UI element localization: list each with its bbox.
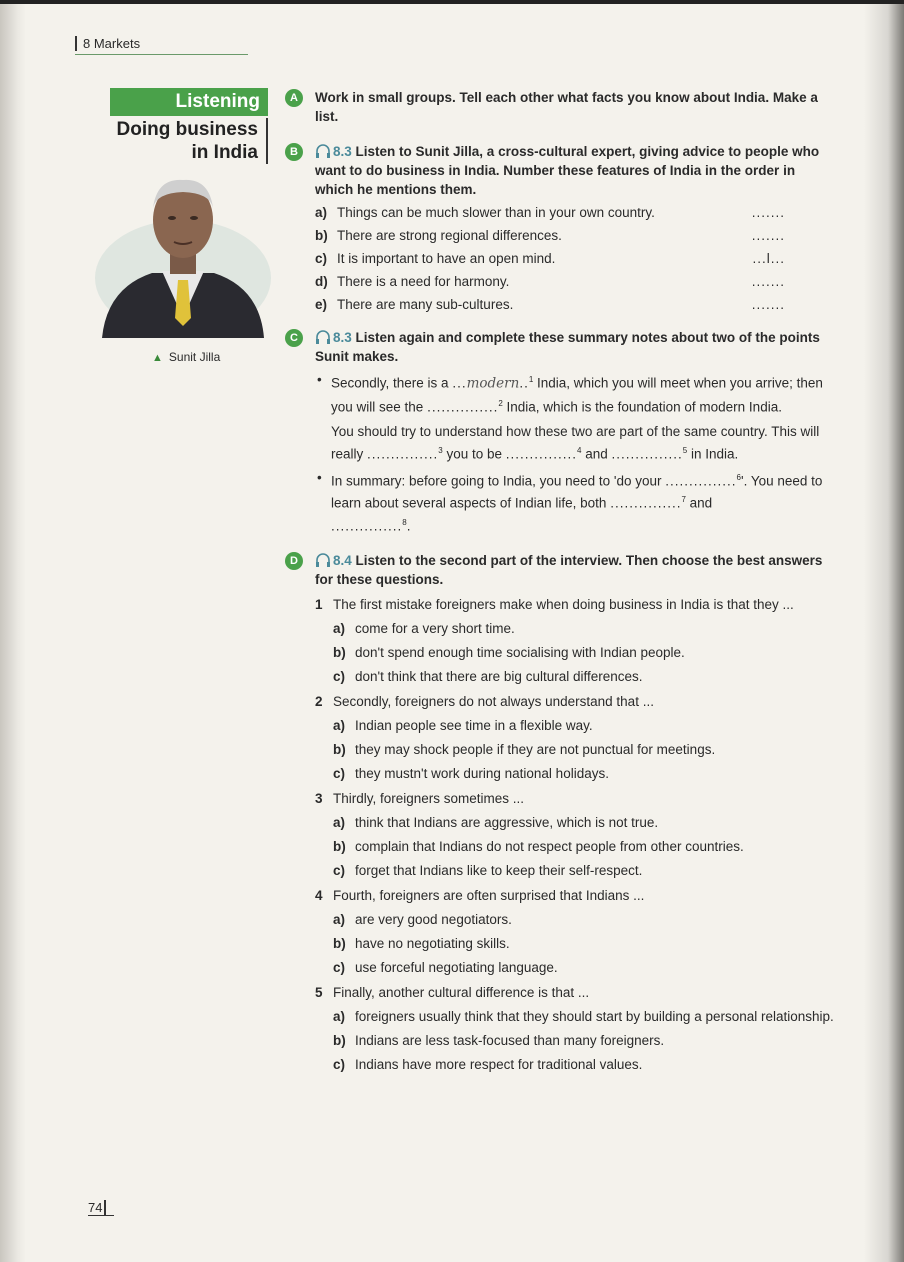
- instruction-text: Listen to the second part of the interview. Then choose the best answers for these questions.: [315, 553, 823, 587]
- exercise-c-instruction: [315, 328, 835, 366]
- item-letter: c): [315, 251, 328, 266]
- exercise-b-badge: B: [285, 143, 303, 161]
- blank-1-dots: ...: [452, 375, 467, 391]
- gap-number: 7: [681, 495, 686, 504]
- portrait-photo: [92, 168, 274, 338]
- answer-blank[interactable]: .......: [751, 228, 785, 243]
- answer-option[interactable]: [315, 716, 835, 735]
- option-letter: a): [333, 718, 346, 733]
- page-number-bar: [104, 1200, 106, 1215]
- option-text: Indian people see time in a flexible way.: [355, 718, 593, 733]
- text: You should try to understand how these two are part of the same country. This will really: [331, 424, 820, 462]
- question-text: Thirdly, foreigners sometimes ...: [333, 791, 525, 806]
- option-letter: a): [333, 815, 346, 830]
- option-letter: b): [333, 742, 346, 757]
- exercise-c: [285, 328, 835, 535]
- caption-text: Sunit Jilla: [168, 350, 221, 364]
- track-number: 8.3: [333, 330, 352, 345]
- top-border: [0, 0, 904, 4]
- text: '. You need to learn about several aspects of Indian life, both: [331, 473, 823, 511]
- gap-number: 3: [438, 446, 443, 455]
- feature-item: [315, 203, 835, 222]
- track-number: 8.3: [333, 144, 352, 159]
- option-letter: b): [333, 1033, 346, 1048]
- question-text: Finally, another cultural difference is that ...: [333, 985, 590, 1000]
- question-number: 5: [315, 985, 323, 1000]
- blank-2: ...............: [427, 399, 499, 414]
- option-text: don't think that there are big cultural differences.: [355, 669, 643, 684]
- answer-option[interactable]: [315, 740, 835, 759]
- triangle-icon: ▲: [152, 352, 163, 364]
- option-letter: c): [333, 863, 346, 878]
- answer-option[interactable]: [315, 619, 835, 638]
- running-header: [75, 36, 248, 55]
- option-letter: c): [333, 960, 346, 975]
- exercise-d: [285, 551, 835, 1074]
- option-text: come for a very short time.: [355, 621, 515, 636]
- item-letter: e): [315, 297, 328, 312]
- item-text: There are strong regional differences.: [337, 228, 562, 243]
- gap-number: 6: [736, 472, 741, 482]
- answer-option[interactable]: [315, 934, 835, 953]
- option-text: complain that Indians do not respect people from other countries.: [355, 839, 744, 854]
- question-number: 4: [315, 888, 323, 903]
- answer-option[interactable]: [315, 910, 835, 929]
- page-edge-right: [864, 0, 904, 1262]
- option-text: have no negotiating skills.: [355, 936, 510, 951]
- option-text: they mustn't work during national holidays.: [355, 766, 609, 781]
- text: India, which is the foundation of modern India.: [502, 399, 782, 414]
- blank-8: ...............: [331, 518, 403, 533]
- question: [315, 692, 835, 711]
- answer-option[interactable]: [315, 764, 835, 783]
- item-text: Things can be much slower than in your own country.: [337, 205, 655, 220]
- gap-number: 2: [498, 398, 503, 408]
- instruction-text: Listen again and complete these summary notes about two of the points Sunit makes.: [315, 330, 820, 364]
- item-text: There is a need for harmony.: [337, 274, 510, 289]
- option-letter: a): [333, 912, 346, 927]
- exercise-c-badge: C: [285, 329, 303, 347]
- text: you to be: [442, 446, 506, 462]
- option-letter: c): [333, 1057, 346, 1072]
- listening-tag: Listening: [110, 88, 268, 116]
- gap-number: 4: [577, 446, 582, 455]
- exercise-b-instruction: [315, 142, 835, 199]
- option-text: they may shock people if they are not punctual for meetings.: [355, 742, 716, 757]
- headphones-icon: [315, 330, 331, 344]
- headphones-icon: [315, 144, 331, 158]
- option-text: forget that Indians like to keep their self-respect.: [355, 863, 643, 878]
- headphones-icon: [315, 553, 331, 567]
- option-text: foreigners usually think that they should start by building a personal relationship.: [355, 1009, 834, 1024]
- header-bar: [75, 36, 77, 51]
- summary-paragraph: [315, 422, 835, 464]
- option-text: are very good negotiators.: [355, 912, 512, 927]
- sidebar-title: [110, 118, 268, 164]
- question-text: Fourth, foreigners are often surprised that Indians ...: [333, 888, 645, 903]
- blank-5: ...............: [611, 446, 683, 462]
- exercise-a: [285, 88, 835, 126]
- question-text: Secondly, foreigners do not always understand that ...: [333, 694, 654, 709]
- option-text: Indians are less task-focused than many foreigners.: [355, 1033, 665, 1048]
- track-number: 8.4: [333, 553, 352, 568]
- answer-option[interactable]: [315, 1031, 835, 1050]
- question: [315, 789, 835, 808]
- exercise-d-questions: [315, 595, 835, 1074]
- blank-7: ...............: [610, 495, 682, 511]
- text: Secondly, there is a: [331, 375, 453, 391]
- text: In summary: before going to India, you need to 'do your: [331, 473, 666, 488]
- item-letter: b): [315, 228, 328, 243]
- answer-option[interactable]: [315, 1055, 835, 1074]
- question: [315, 595, 835, 614]
- exercise-b-items: [315, 203, 835, 314]
- text: and: [581, 446, 612, 462]
- blank-6: ...............: [665, 473, 737, 488]
- feature-item: [315, 249, 835, 268]
- answer-blank[interactable]: ...l...: [752, 251, 785, 266]
- exercise-content: [285, 88, 835, 1074]
- summary-bullet-1: [315, 370, 835, 416]
- option-text: use forceful negotiating language.: [355, 960, 558, 975]
- answer-option[interactable]: [315, 643, 835, 662]
- question: [315, 983, 835, 1002]
- exercise-d-badge: D: [285, 552, 303, 570]
- text: in India.: [687, 446, 739, 462]
- blank-1-dots: ..: [519, 375, 529, 391]
- option-letter: c): [333, 669, 346, 684]
- handwritten-answer: modern: [466, 375, 520, 392]
- page-number-text: 74: [88, 1200, 103, 1215]
- option-letter: b): [333, 839, 346, 854]
- summary-bullet-2: [315, 468, 835, 536]
- photo-caption: [152, 350, 282, 364]
- page-number: [88, 1200, 114, 1216]
- question-number: 3: [315, 791, 323, 806]
- option-text: don't spend enough time socialising with Indian people.: [355, 645, 685, 660]
- sidebar-title-line2: in India: [191, 142, 258, 163]
- option-letter: b): [333, 936, 346, 951]
- exercise-a-badge: A: [285, 89, 303, 107]
- option-letter: c): [333, 766, 346, 781]
- item-text: It is important to have an open mind.: [337, 251, 556, 266]
- gap-number: 1: [528, 375, 534, 384]
- option-text: think that Indians are aggressive, which is not true.: [355, 815, 659, 830]
- option-text: Indians have more respect for traditional values.: [355, 1057, 643, 1072]
- text: .: [406, 518, 411, 533]
- answer-option[interactable]: [315, 861, 835, 880]
- exercise-a-instruction: Work in small groups. Tell each other what facts you know about India. Make a list.: [315, 90, 818, 124]
- gap-number: 5: [682, 446, 688, 455]
- answer-option[interactable]: [315, 958, 835, 977]
- item-letter: d): [315, 274, 328, 289]
- question: [315, 886, 835, 905]
- answer-blank[interactable]: .......: [751, 274, 785, 289]
- question-number: 1: [315, 597, 323, 612]
- option-letter: a): [333, 621, 346, 636]
- text: India, which you will meet when you arrive; then you will see the: [331, 375, 823, 414]
- feature-item: [315, 272, 835, 291]
- header-section: 8 Markets: [83, 36, 141, 51]
- feature-item: [315, 295, 835, 314]
- blank-3: ...............: [367, 446, 439, 462]
- gap-number: 8: [402, 517, 407, 527]
- blank-4: ...............: [505, 446, 578, 462]
- answer-option[interactable]: [315, 667, 835, 686]
- answer-blank[interactable]: .......: [751, 205, 785, 220]
- item-text: There are many sub-cultures.: [337, 297, 514, 312]
- item-letter: a): [315, 205, 328, 220]
- question-number: 2: [315, 694, 323, 709]
- option-letter: a): [333, 1009, 346, 1024]
- text: and: [685, 495, 713, 511]
- page-edge-left: [0, 0, 26, 1262]
- sidebar-title-line1: Doing business: [116, 119, 258, 140]
- feature-item: [315, 226, 835, 245]
- option-letter: b): [333, 645, 346, 660]
- exercise-b: [285, 142, 835, 314]
- answer-option[interactable]: [315, 837, 835, 856]
- answer-option[interactable]: [315, 813, 835, 832]
- answer-blank[interactable]: .......: [751, 297, 785, 312]
- answer-option[interactable]: [315, 1007, 835, 1026]
- instruction-text: Listen to Sunit Jilla, a cross-cultural expert, giving advice to people who want to do business in India. Number these features of India in the order in which he mentions them.: [315, 144, 820, 197]
- question-text: The first mistake foreigners make when doing business in India is that they ...: [333, 597, 794, 612]
- exercise-d-instruction: [315, 551, 835, 589]
- sidebar: [110, 88, 268, 364]
